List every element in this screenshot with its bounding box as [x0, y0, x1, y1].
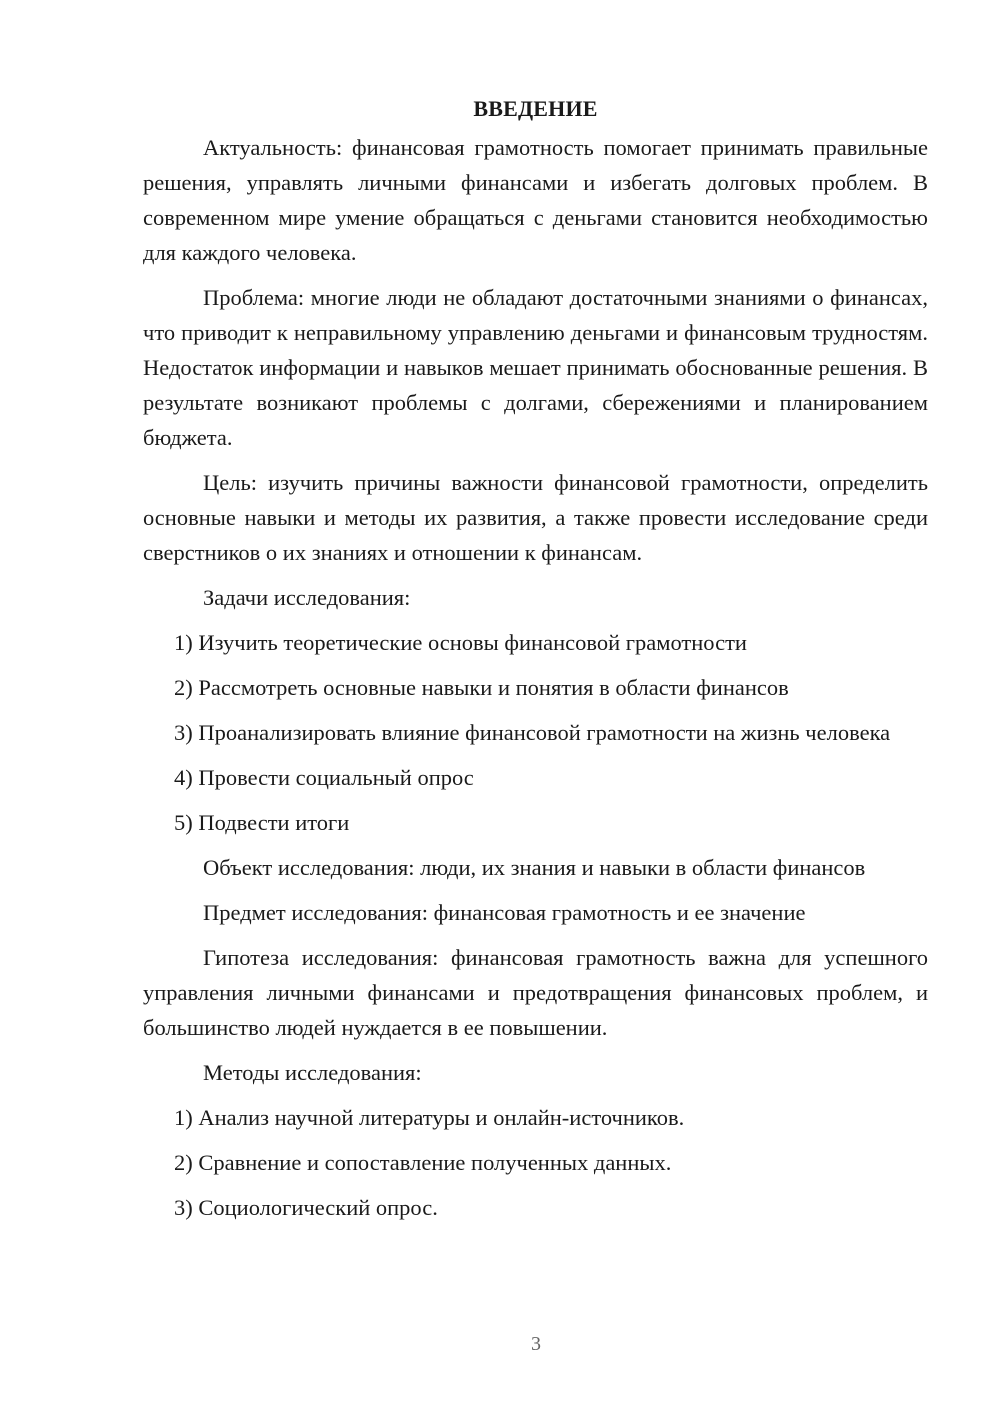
task-item: 2) Рассмотреть основные навыки и понятия в области финансов: [174, 675, 789, 700]
method-item: 1) Анализ научной литературы и онлайн-источников.: [174, 1105, 685, 1130]
section-title: ВВЕДЕНИЕ: [473, 96, 598, 121]
paragraph-hypothesis: Гипотеза исследования: финансовая грамотность важна для успешного управления личными финансами и предотвращения финансовых проблем, и большинство людей нуждается в ее повышении.: [143, 945, 928, 1040]
paragraph-goal: Цель: изучить причины важности финансовой грамотности, определить основные навыки и методы их развития, а также провести исследование среди сверстников о их знаниях и отношении к финансам.: [143, 470, 928, 565]
paragraph-object: Объект исследования: люди, их знания и навыки в области финансов: [203, 855, 866, 880]
tasks-heading: Задачи исследования:: [203, 585, 411, 610]
paragraph-subject: Предмет исследования: финансовая грамотность и ее значение: [203, 900, 806, 925]
method-item: 3) Социологический опрос.: [174, 1195, 438, 1220]
paragraph-relevance: Актуальность: финансовая грамотность помогает принимать правильные решения, управлять личными финансами и избегать долговых проблем. В современном мире умение обращаться с деньгами становится необходимостью для каждого человека.: [143, 135, 928, 265]
task-item: 1) Изучить теоретические основы финансовой грамотности: [174, 630, 747, 655]
task-item: 5) Подвести итоги: [174, 810, 350, 835]
paragraph-problem: Проблема: многие люди не обладают достаточными знаниями о финансах, что приводит к неправильному управлению деньгами и финансовым трудностям. Недостаток информации и навыков мешает принимать обоснованные решения. В результате возникают проблемы с долгами, сбережениями и планированием бюджета.: [143, 285, 928, 450]
task-item: 4) Провести социальный опрос: [174, 765, 474, 790]
methods-heading: Методы исследования:: [203, 1060, 422, 1085]
page-number: 3: [531, 1333, 541, 1355]
method-item: 2) Сравнение и сопоставление полученных данных.: [174, 1150, 672, 1175]
document-page: [143, 88, 928, 1235]
task-item: 3) Проанализировать влияние финансовой грамотности на жизнь человека: [174, 720, 891, 745]
